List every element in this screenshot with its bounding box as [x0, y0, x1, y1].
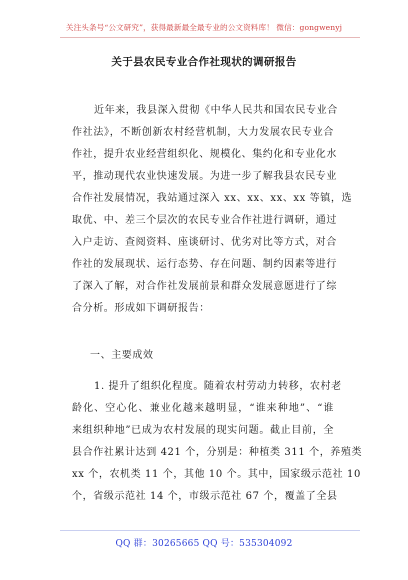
header-divider: [60, 37, 360, 38]
paragraph-line: 合分析。形成如下调研报告：: [72, 303, 210, 314]
footer-divider: [60, 530, 360, 531]
header-banner: 关注头条号“公文研究”，获得最新最全最专业的公文资料库！ 微信：gongwenyj: [65, 23, 343, 32]
paragraph-line: 龄化、空心化、兼业化越来越明显，“谁来种地”、“谁: [72, 403, 334, 414]
paragraph-line: 取优、中、差三个层次的农民专业合作社进行调研，通过: [72, 215, 337, 226]
section-paragraph: [72, 376, 363, 508]
paragraph-line: 县合作社累计达到 421 个，分别是：种植类 311 个，养殖类: [72, 447, 363, 458]
section-heading: 一、主要成效: [90, 350, 154, 361]
document-title: 关于县农民专业合作社现状的调研报告: [111, 56, 297, 68]
paragraph-line: 作社的发展现状、运行态势、存在问题、制约因素等进行: [72, 259, 337, 270]
paragraph-line: 了深入了解，对合作社发展前景和群众发展意愿进行了综: [72, 281, 337, 292]
paragraph-line: 1. 提升了组织化程度。随着农村劳动力转移，农村老: [94, 381, 342, 392]
paragraph-line: 来组织种地”已成为农村发展的现实问题。截止目前，全: [72, 425, 334, 436]
paragraph-line: 平，推动现代农业快速发展。为进一步了解我县农民专业: [72, 171, 337, 182]
paragraph-line: 作社法》，不断创新农村经营机制，大力发展农民专业合: [72, 127, 334, 138]
paragraph-line: 合作社发展情况，我站通过深入 xx、xx、xx、xx 等镇，选: [72, 193, 353, 204]
intro-paragraph: [72, 100, 353, 320]
paragraph-line: xx 个，农机类 11 个，其他 10 个。其中，国家级示范社 10: [72, 469, 361, 480]
paragraph-line: 近年来，我县深入贯彻《中华人民共和国农民专业合: [94, 105, 338, 116]
paragraph-line: 入户走访、查阅资料、座谈研讨、优劣对比等方式，对合: [72, 237, 337, 248]
paragraph-line: 个，省级示范社 14 个，市级示范社 67 个，覆盖了全县: [72, 491, 338, 502]
footer-contact: QQ 群：30265665 QQ 号：535304092: [115, 539, 293, 549]
paragraph-line: 作社，提升农业经营组织化、规模化、集约化和专业化水: [72, 149, 337, 160]
